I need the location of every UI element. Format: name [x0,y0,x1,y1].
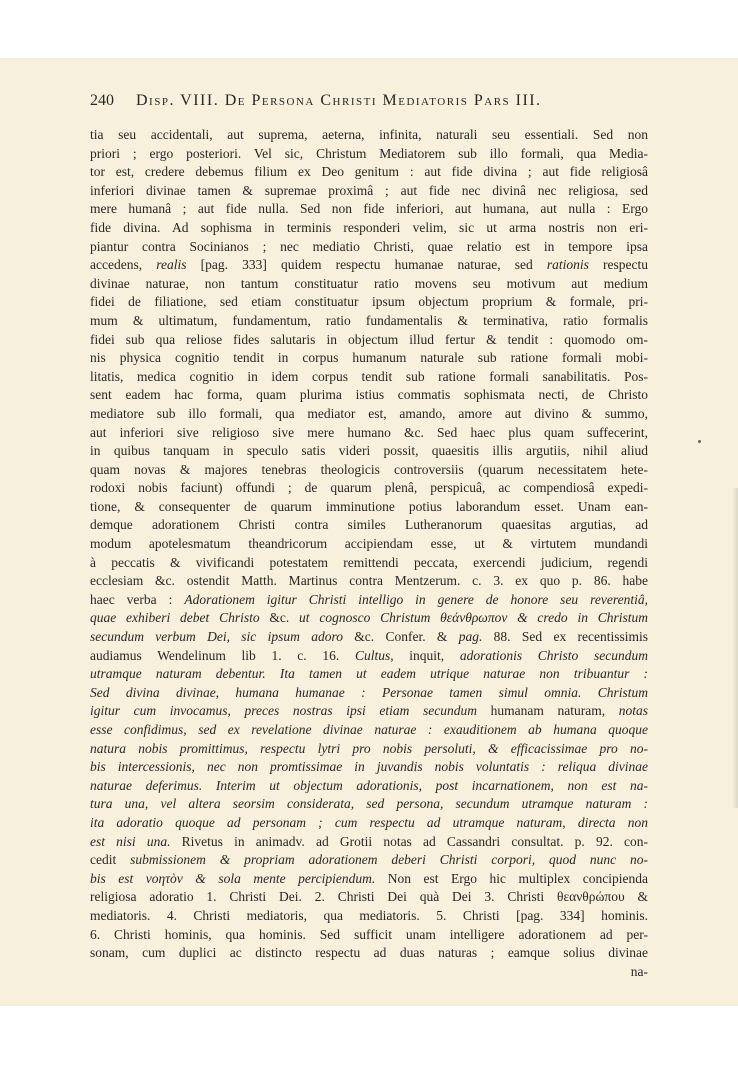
text-line: fide divina. Ad sophisma in terminis responderi velim, sic ut arma nostris non eri- [90,219,648,235]
text-line: cedit submissionem & propriam adorationem deberi Christi corpori, quod nunc no- [90,852,648,868]
text-line: à peccatis & vivificandi potestatem remittendi peccata, exercendi judicium, regendi [90,554,648,570]
text-line: tia seu accidentali, aut suprema, aeterna, infinita, naturali seu essentiali. Sed non [90,127,648,142]
text-line: quam novas & majores tenebras theologicis controversiis (quarum necessitatem hete- [90,461,648,477]
text-line: mere humanâ ; aut fide nulla. Sed non fide inferiori, aut humana, aut nulla : Ergo [90,201,648,217]
text-line: mediatore sub illo formali, qua mediator est, amando, amore aut divino & summo, [90,405,648,421]
text-line: ecclesiam &c. ostendit Matth. Martinus contra Mentzerum. c. 3. ex quo p. 86. habe [90,573,648,589]
text-line: mum & ultimatum, fundamentum, ratio fundamentalis & terminativa, ratio formalis [90,312,648,328]
text-line: esse confidimus, sed ex revelatione divinae naturae : exauditionem ab humana quoque [90,722,648,737]
text-line: rodoxi nobis faciunt) offundi ; de quarum plenâ, perspicuâ, ac compendiosâ expedi- [90,480,648,496]
text-line: 6. Christi hominis, qua hominis. Sed sufficit unam intelligere adorationem ad per- [90,926,648,942]
page-number: 240 [90,92,114,109]
ink-speck [698,440,701,443]
text-line: quae exhiberi debet Christo &c. ut cognosco Christum θεάνθρωπον & credo in Christum [90,610,648,626]
text-line: tione, & consequenter de quarum imminutione potius laborandum esset. Unam ean- [90,498,648,514]
text-line: piantur contra Socinianos ; nec mediatio Christi, quae relatio est in tempore ipsa [90,238,648,254]
text-line: sonam, cum duplici ac distincto respectu ad duas naturas ; eamque solius divinae [90,945,648,961]
text-line: priori ; ergo posteriori. Vel sic, Christum Mediatorem sub illo formali, qua Media- [90,145,648,161]
text-line: natura nobis promittimus, respectu lytri pro nobis persoluti, & efficacissimae pro no- [90,740,648,756]
page-header [90,90,650,112]
text-line: modum apotelesmatum theandricorum accipiendam esse, ut & virtutem mundandi [90,536,648,552]
text-line: fidei de filiatione, sed etiam constituatur ipsum objectum proprium & formale, pri- [90,294,648,310]
text-line: demque adorationem Christi contra similes Lutheranorum quaesitas argutias, ad [90,517,648,533]
text-line: accedens, realis [pag. 333] quidem respectu humanae naturae, sed rationis respectu [90,257,648,273]
text-line: na- [630,963,648,979]
text-line: audiamus Wendelinum lib 1. c. 16. Cultus, inquit, adorationis Christo secundum [90,647,648,663]
text-line: inferiori divinae tamen & supremae proximâ ; aut fide nec divinâ nec religiosa, sed [90,182,648,198]
text-line: naturae deferimus. Interim ut objectum adorationis, post incarnationem, non est na- [90,777,648,793]
body-text [90,126,648,981]
text-line: tura una, vel altera seorsim considerata, sed persona, secundum utramque naturam : [90,796,648,812]
text-line: tor est, credere debemus filium ex Deo genitum : aut fide divina ; aut fide religiosâ [90,164,648,180]
text-line: in quibus tanquam in speculo satis videri possit, quaesitis illis argutiis, nihil aliud [90,443,648,459]
text-line: aut inferiori sive religioso sive mere humano &c. Sed haec plus quam suffecerint, [90,424,648,440]
text-line: litatis, medica cognitio in idem corpus tendit sub ratione formali sanabilitatis. Pos- [90,368,648,384]
text-line: haec verba : Adorationem igitur Christi intelligo in genere de honore seu reverentiâ, [90,591,648,607]
text-line: Sed divina divinae, humana humanae : Personae tamen simul omnia. Christum [90,684,648,700]
text-line: utramque naturam debentur. Ita tamen ut eadem utrique naturae non tribuantur : [90,666,648,682]
text-line: bis est νοητὸν & sola mente percipiendum. Non est Ergo hic multiplex concipienda [90,870,648,886]
text-line: bis intercessionis, nec non promtissimae in juvandis nobis voluntatis : reliqua divinae [90,759,648,775]
text-line: ita adoratio quoque ad personam ; cum respectu ad utramque naturam, directa non [90,814,648,830]
text-line: nis physica cognitio tendit in corpus humanum naturale sub ratione formali mobi- [90,350,648,366]
text-line: divinae naturae, non tantum constituatur ratio movens seu motivum aut medium [90,275,648,291]
text-line: religiosa adoratio 1. Christi Dei. 2. Christi Dei quà Dei 3. Christi θεανθρώπου & [90,889,648,905]
running-title: Disp. VIII. De Persona Christi Mediatoris Pars III. [136,92,542,109]
text-line: est nisi una. Rivetus in animadv. ad Grotii notas ad Cassandri consultat. p. 92. con- [90,833,648,849]
text-line: sent eadem hac forma, quam plurima istius commatis sophismata necti, de Christo [90,387,648,403]
text-line: igitur cum invocamus, preces nostras ipsi etiam secundum humanam naturam, notas [90,703,648,719]
book-page [0,58,738,1006]
text-line: fidei sub qua reliose fides salutaris in objectum illud fertur & tendit : quomodo om- [90,331,648,347]
text-line: mediatoris. 4. Christi mediatoris, qua mediatoris. 5. Christi [pag. 334] hominis. [90,907,648,923]
text-line: secundum verbum Dei, sic ipsum adoro &c. Confer. & pag. 88. Sed ex recentissimis [90,629,648,645]
